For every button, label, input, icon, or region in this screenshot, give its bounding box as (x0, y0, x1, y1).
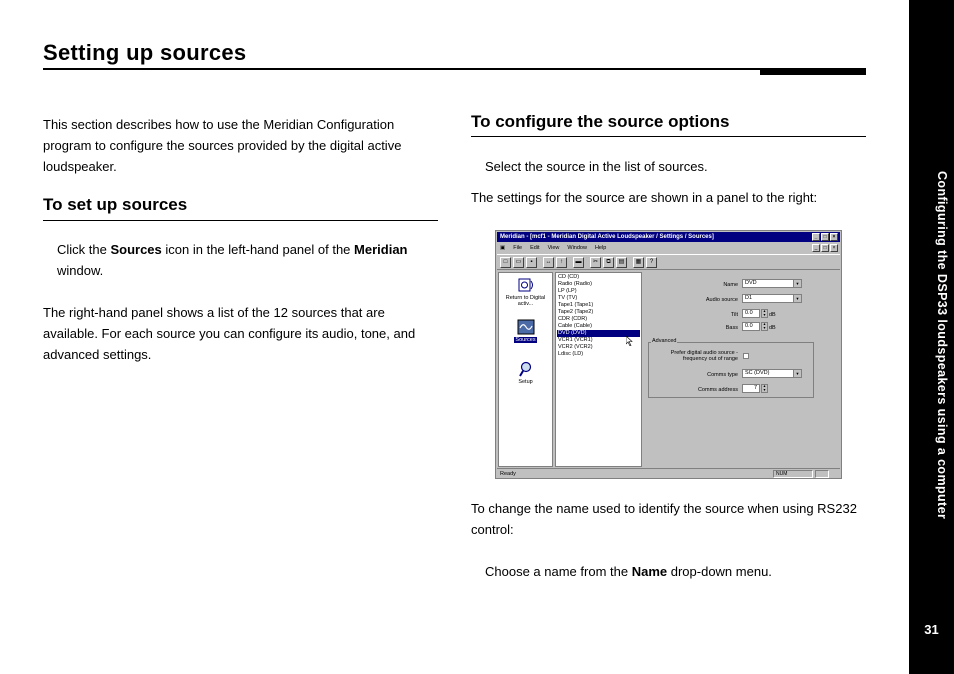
bass-field[interactable]: 0.0 (742, 322, 760, 331)
new-file-icon[interactable]: □ (500, 257, 511, 268)
step-click-sources: Click the Sources icon in the left-hand panel of the Meridian window. (57, 242, 408, 278)
magnifier-icon (517, 361, 535, 377)
menu-window[interactable]: Window (567, 244, 587, 251)
menu-app-icon: ▣ (500, 244, 506, 251)
toolbar (497, 254, 840, 270)
nav-setup-label: Setup (518, 379, 533, 385)
step-choose-name: Choose a name from the Name drop-down menu. (485, 564, 772, 579)
chapter-title: Configuring the DSP33 loudspeakers using a computer (935, 171, 949, 520)
source-item-cable[interactable]: Cable (Cable) (558, 323, 592, 329)
source-item-tape1[interactable]: Tape1 (Tape1) (558, 302, 594, 308)
source-item-ldisc[interactable]: Ldisc (LD) (558, 351, 584, 357)
source-item-vcr1[interactable]: VCR1 (VCR1) (558, 337, 593, 343)
window-title-bar (497, 232, 840, 242)
source-item-dvd[interactable]: DVD (DVD) (557, 330, 640, 337)
title-rule (43, 68, 866, 70)
prefer-digital-label: Prefer digital audio source - frequency out of range (670, 350, 738, 362)
nav-sources-label: Sources (515, 337, 536, 343)
tilt-label: Tilt (730, 312, 738, 318)
menu-help[interactable]: Help (594, 244, 607, 251)
source-item-tv[interactable]: TV (TV) (558, 295, 578, 301)
window-title: Meridian - [mcf1 - Meridian Digital Active Loudspeaker / Settings / Sources] (500, 234, 714, 240)
step-select-source: Select the source in the list of sources. (485, 159, 708, 174)
bass-spinner[interactable]: ▲ ▼ (762, 322, 767, 330)
save-icon[interactable]: ▪ (526, 257, 537, 268)
chevron-down-icon: ▼ (793, 280, 801, 287)
section-rule (471, 136, 866, 137)
chevron-down-icon: ▼ (793, 295, 801, 302)
menu-file[interactable]: File (513, 244, 523, 251)
comms-type-value: SC (DVD) (745, 370, 770, 376)
print-icon[interactable]: ▦ (633, 257, 644, 268)
comms-address-spinner[interactable]: ▲ ▼ (762, 384, 767, 392)
source-item-vcr2[interactable]: VCR2 (VCR2) (558, 344, 593, 350)
chevron-down-icon: ▼ (793, 370, 801, 377)
audio-source-dropdown[interactable] (742, 294, 802, 303)
menu-bar (497, 243, 840, 252)
copy-icon[interactable]: ⧉ (603, 257, 614, 268)
maximize-button[interactable]: □ (821, 233, 829, 241)
status-bar (497, 468, 840, 478)
bass-label: Bass (725, 325, 738, 331)
menu-view[interactable]: View (547, 244, 560, 251)
app-screenshot (495, 230, 842, 479)
source-item-lp[interactable]: LP (LP) (558, 288, 577, 294)
speaker-icon (517, 277, 535, 293)
nav-return-item[interactable] (499, 277, 552, 307)
open-folder-icon[interactable]: ▭ (513, 257, 524, 268)
name-label: Name (723, 282, 738, 288)
intro-paragraph: This section describes how to use the Meridian Configuration program to configure the sources provided by the digital active loudspeaker. (43, 117, 402, 174)
status-text: Ready (500, 471, 516, 477)
rs232-description: To change the name used to identify the source when using RS232 control: (471, 501, 857, 537)
menu-edit[interactable]: Edit (530, 244, 540, 251)
audio-source-label: Audio source (705, 297, 738, 303)
tilt-unit: dB (769, 312, 776, 318)
child-minimize-button[interactable]: _ (812, 244, 820, 252)
comms-address-label: Comms address (697, 387, 738, 393)
mouse-pointer-icon (626, 336, 634, 346)
page-number: 31 (924, 622, 939, 637)
tilt-spinner[interactable]: ▲ ▼ (762, 309, 767, 317)
settings-panel-description: The settings for the source are shown in a panel to the right: (471, 190, 818, 205)
prefer-digital-checkbox[interactable] (743, 353, 749, 359)
page-title: Setting up sources (43, 40, 247, 65)
status-num: NUM (773, 470, 813, 478)
nav-return-label: Return to Digital activ... (505, 295, 546, 307)
nav-setup-item[interactable] (499, 361, 552, 385)
audio-source-value: D1 (745, 295, 753, 301)
sources-description: The right-hand panel shows a list of the 12 sources that are available. For each source you can configure its audio, tone, and advanced settings. (43, 305, 416, 362)
tilt-field[interactable]: 0.0 (742, 309, 760, 318)
bass-unit: dB (769, 325, 776, 331)
help-icon[interactable]: ? (646, 257, 657, 268)
status-pane-empty (815, 470, 829, 478)
close-button[interactable]: × (830, 233, 838, 241)
advanced-group-label: Advanced (652, 338, 677, 344)
name-value: DVD (745, 280, 757, 286)
sources-list (555, 272, 642, 467)
section-heading-configure-options: To configure the source options (471, 112, 730, 131)
cut-icon[interactable]: ✂ (590, 257, 601, 268)
sources-icon (517, 319, 535, 335)
source-item-tape2[interactable]: Tape2 (Tape2) (558, 309, 594, 315)
source-item-radio[interactable]: Radio (Radio) (558, 281, 592, 287)
child-restore-button[interactable]: □ (821, 244, 829, 252)
minimize-button[interactable]: _ (812, 233, 820, 241)
name-dropdown[interactable] (742, 279, 802, 288)
section-heading-set-up-sources: To set up sources (43, 195, 188, 214)
folder-icon[interactable]: ▬ (573, 257, 584, 268)
title-accent-bar (760, 68, 866, 75)
nav-sources-item[interactable] (499, 319, 552, 343)
comms-type-dropdown[interactable] (742, 369, 802, 378)
section-rule (43, 220, 438, 221)
upload-icon[interactable]: ↑ (556, 257, 567, 268)
navigation-panel (498, 272, 553, 467)
child-close-button[interactable]: × (830, 244, 838, 252)
comms-address-field[interactable]: 7 (742, 384, 760, 393)
comms-type-label: Comms type (707, 372, 738, 378)
paste-icon[interactable]: ▤ (616, 257, 627, 268)
connect-icon[interactable]: ↔ (543, 257, 554, 268)
source-item-cdr[interactable]: CDR (CDR) (558, 316, 588, 322)
source-item-cd[interactable]: CD (CD) (558, 274, 580, 280)
